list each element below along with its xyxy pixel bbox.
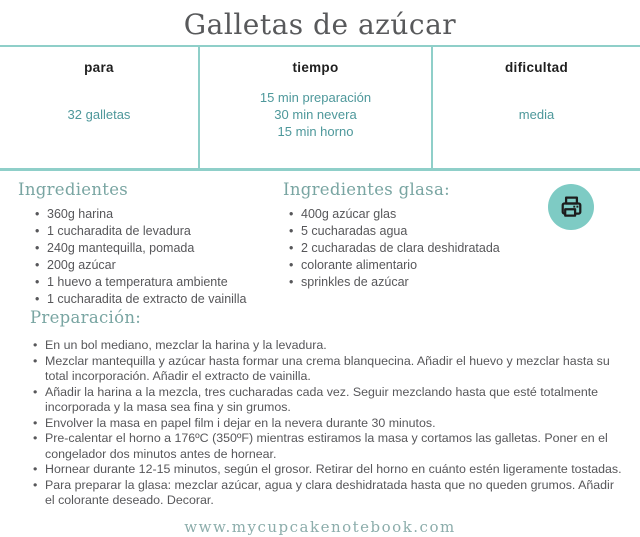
ingredients-heading: Ingredientes	[18, 180, 129, 199]
list-item: • Añadir la harina a la mezcla, tres cucharadas cada vez. Seguir mezclando hasta que esté totalmente incorporada y la masa sea fina y sin grumos.	[33, 385, 626, 416]
info-column-para	[0, 47, 198, 168]
list-item: • Hornear durante 12-15 minutos, según el grosor. Retirar del horno en cuánto estén ligeramente tostadas.	[33, 462, 626, 478]
ingredients-column	[18, 180, 270, 308]
ingredients-section	[0, 171, 640, 304]
list-item: • Mezclar mantequilla y azúcar hasta formar una crema blanquecina. Añadir el huevo y mezclar hasta su total incorporación. Añadir el extracto de vainilla.	[33, 354, 626, 385]
list-item: • 240g mantequilla, pomada	[35, 240, 270, 257]
list-item: • 1 huevo a temperatura ambiente	[35, 274, 270, 291]
info-value-difficulty: media	[518, 107, 555, 122]
info-column-dificultad	[433, 47, 640, 168]
list-item: • 1 cucharadita de levadura	[35, 223, 270, 240]
time-prep: 15 min preparación	[259, 90, 372, 105]
list-item: • 400g azúcar glas	[289, 206, 533, 223]
list-item: • Pre-calentar el horno a 176ºC (350ºF) mientras estiramos la masa y cortamos las galletas. Poner en el congelador dos minutos antes de hornear.	[33, 431, 626, 462]
info-value-servings: 32 galletas	[67, 107, 131, 122]
glaze-ingredients-column	[283, 180, 533, 291]
time-oven: 15 min horno	[277, 124, 354, 139]
list-item: • 360g harina	[35, 206, 270, 223]
page-title: Galletas de azúcar	[183, 8, 457, 41]
preparation-heading: Preparación:	[30, 308, 142, 327]
info-column-tiempo	[198, 47, 433, 168]
printer-icon	[558, 194, 585, 221]
preparation-steps-list	[30, 338, 626, 509]
list-item: • 1 cucharadita de extracto de vainilla	[35, 291, 270, 308]
info-value-times	[200, 75, 431, 168]
ingredients-list	[18, 206, 270, 308]
list-item: • 2 cucharadas de clara deshidratada	[289, 240, 533, 257]
list-item: • En un bol mediano, mezclar la harina y la levadura.	[33, 338, 626, 354]
list-item: • Envolver la masa en papel film i dejar en la nevera durante 30 minutos.	[33, 416, 626, 432]
list-item: • colorante alimentario	[289, 257, 533, 274]
website-link[interactable]: www.mycupcakenotebook.com	[184, 517, 456, 536]
list-item: • sprinkles de azúcar	[289, 274, 533, 291]
glaze-ingredients-list	[283, 206, 533, 291]
print-button[interactable]	[548, 184, 594, 230]
preparation-section	[30, 308, 626, 509]
info-label-tiempo: tiempo	[292, 60, 339, 75]
list-item: • 200g azúcar	[35, 257, 270, 274]
info-label-dificultad: dificultad	[505, 60, 568, 75]
info-label-para: para	[84, 60, 114, 75]
time-fridge: 30 min nevera	[274, 107, 357, 122]
list-item: • 5 cucharadas agua	[289, 223, 533, 240]
recipe-info-bar	[0, 45, 640, 171]
list-item: • Para preparar la glasa: mezclar azúcar, agua y clara deshidratada hasta que no queden grumos. Añadir el colorante deseado. Decorar.	[33, 478, 626, 509]
glaze-ingredients-heading: Ingredientes glasa:	[283, 180, 450, 199]
